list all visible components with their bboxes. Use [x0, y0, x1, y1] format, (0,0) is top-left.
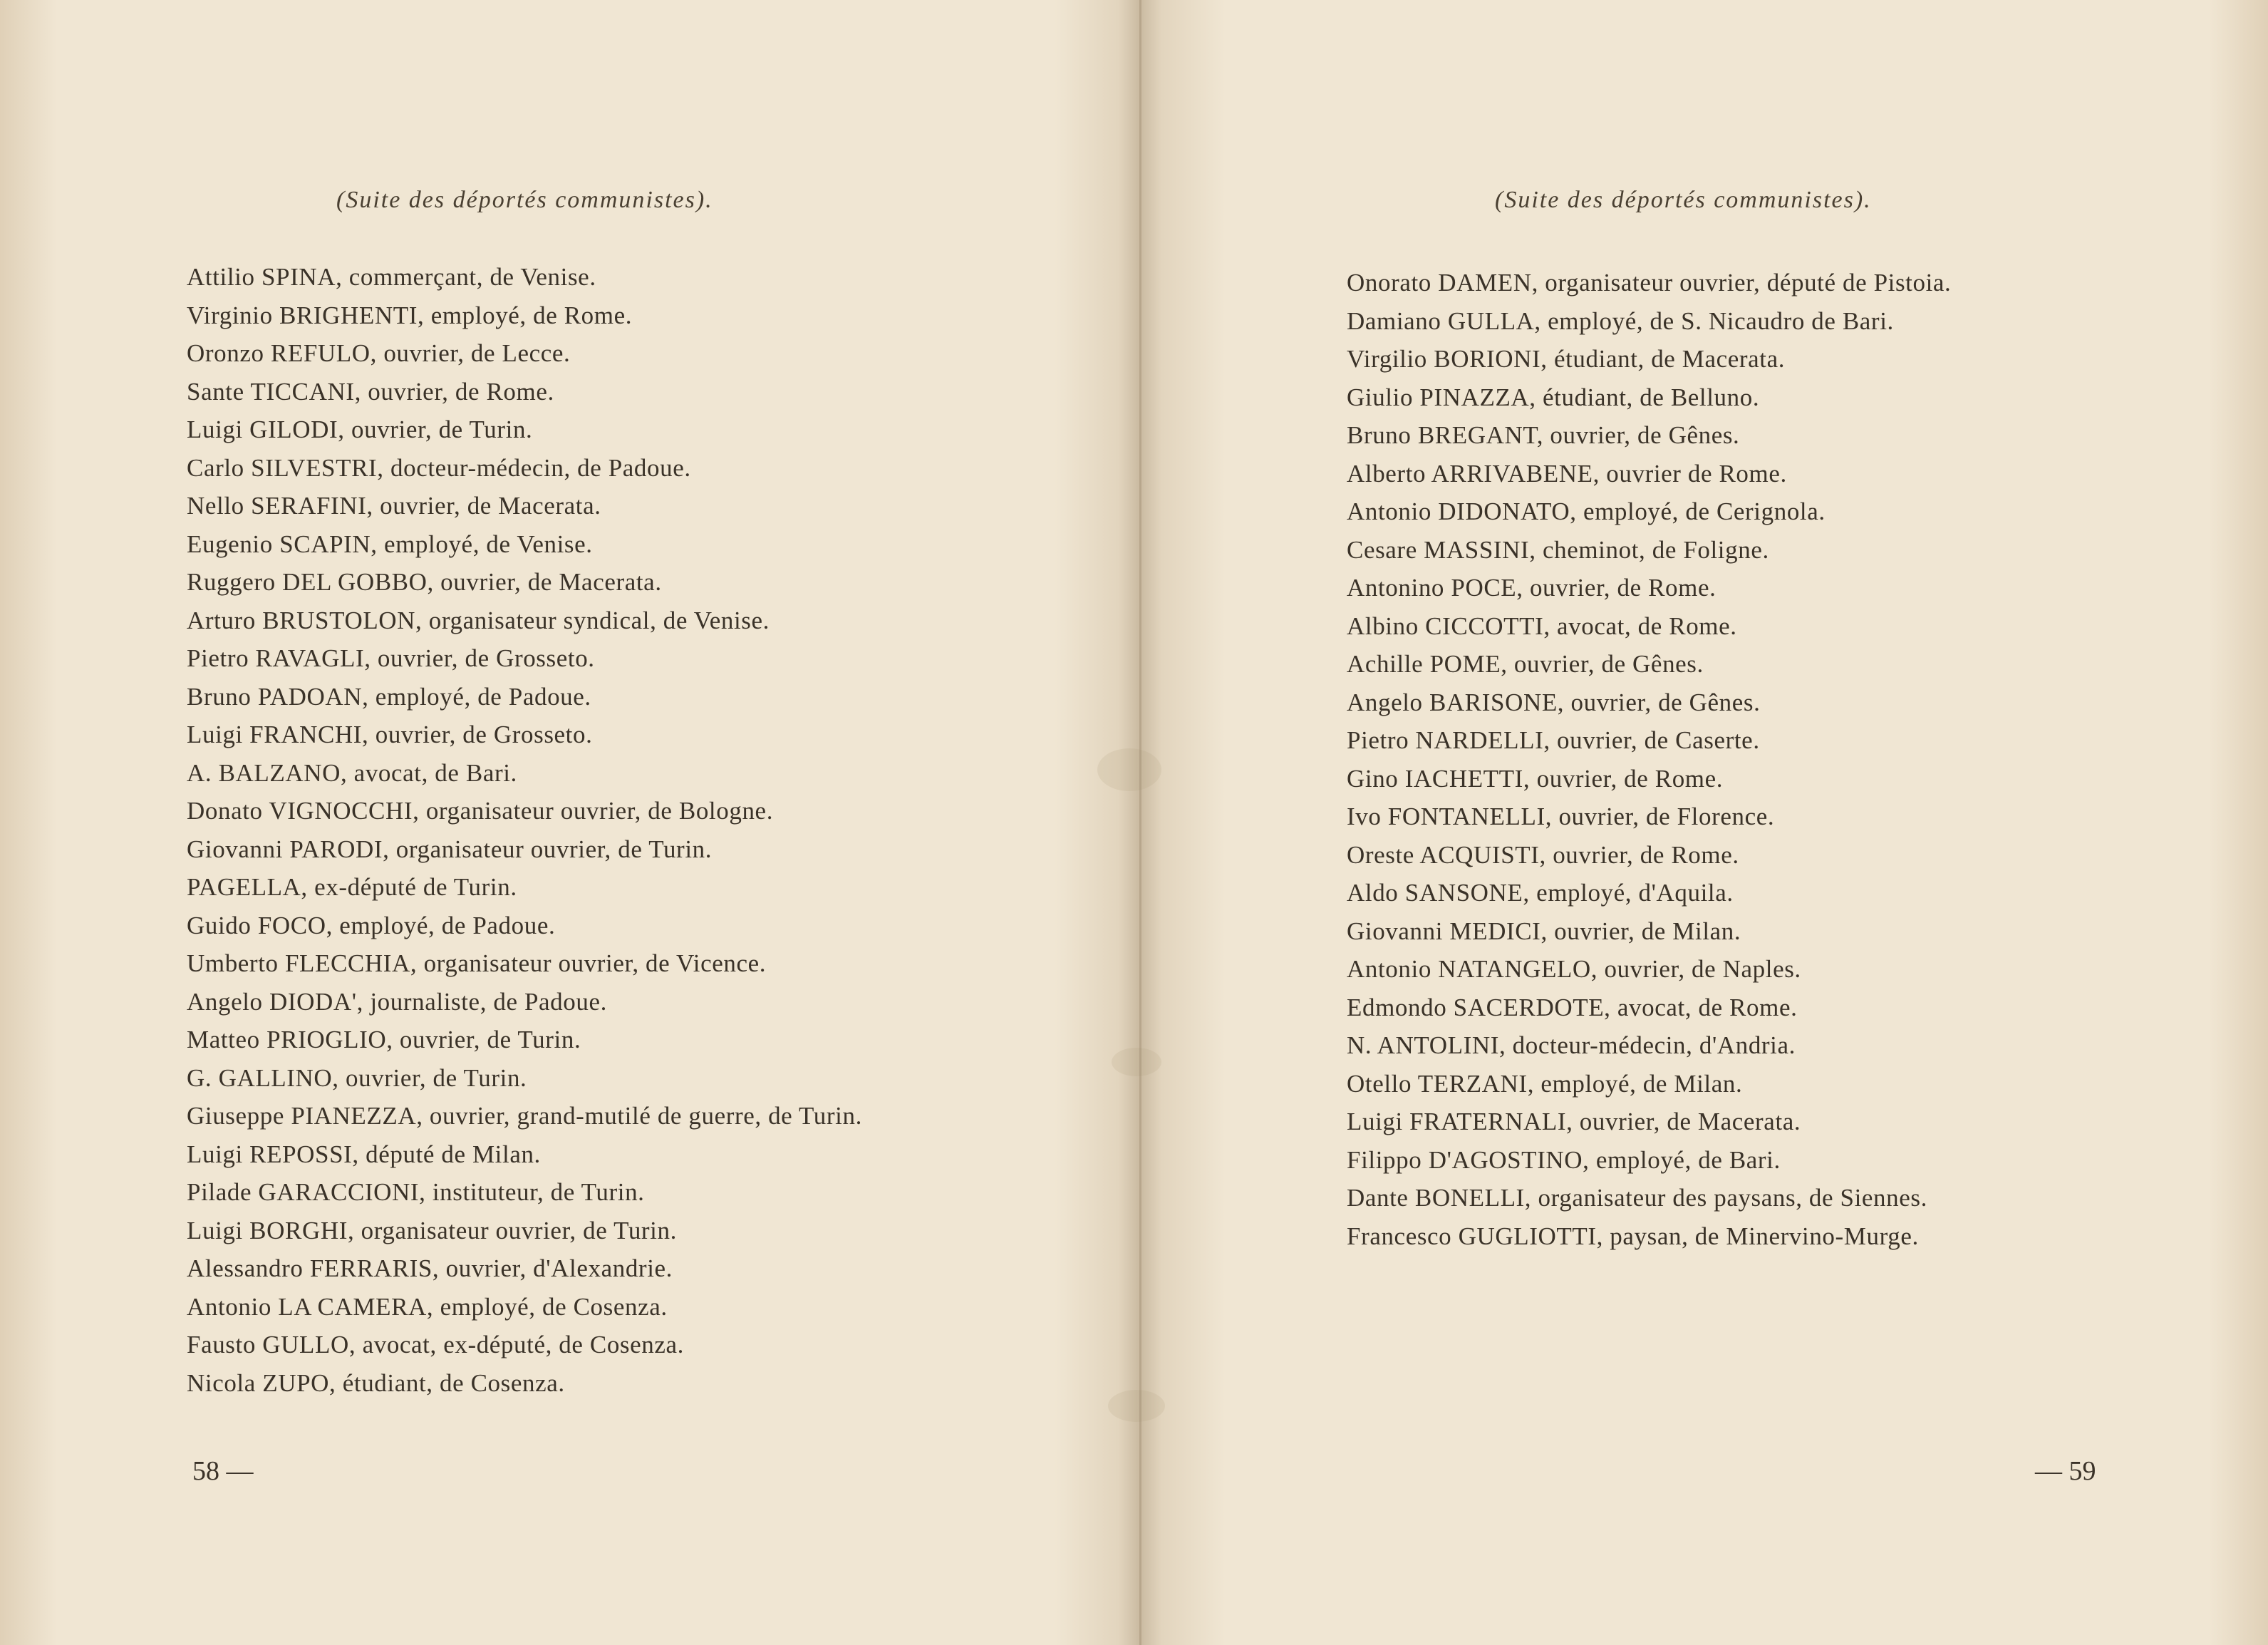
list-item: Luigi BORGHI, organisateur ouvrier, de Turin.: [187, 1216, 677, 1244]
list-item: Pietro RAVAGLI, ouvrier, de Grosseto.: [187, 644, 595, 672]
list-item: Edmondo SACERDOTE, avocat, de Rome.: [1347, 993, 1798, 1021]
list-item: Guido FOCO, employé, de Padoue.: [187, 911, 556, 939]
list-item: Luigi REPOSSI, député de Milan.: [187, 1140, 541, 1168]
list-item: Ruggero DEL GOBBO, ouvrier, de Macerata.: [187, 568, 662, 596]
page-number: 58 —: [192, 1456, 254, 1486]
list-item: Damiano GULLA, employé, de S. Nicaudro de Bari.: [1347, 306, 1894, 335]
list-item: Matteo PRIOGLIO, ouvrier, de Turin.: [187, 1026, 581, 1053]
list-item: Umberto FLECCHIA, organisateur ouvrier, de Vicence.: [187, 949, 767, 977]
entry-list: [1347, 264, 2116, 1255]
list-item: Virginio BRIGHENTI, employé, de Rome.: [187, 301, 633, 329]
list-item: Alessandro FERRARIS, ouvrier, d'Alexandrie.: [187, 1254, 673, 1282]
list-item: Luigi FRANCHI, ouvrier, de Grosseto.: [187, 721, 593, 748]
list-item: Nicola ZUPO, étudiant, de Cosenza.: [187, 1368, 565, 1397]
list-item: N. ANTOLINI, docteur-médecin, d'Andria.: [1347, 1031, 1796, 1059]
entry-list: [187, 258, 978, 1402]
list-item: Angelo BARISONE, ouvrier, de Gênes.: [1347, 688, 1761, 716]
list-item: Aldo SANSONE, employé, d'Aquila.: [1347, 879, 1734, 907]
list-item: Eugenio SCAPIN, employé, de Venise.: [187, 530, 593, 558]
list-item: Nello SERAFINI, ouvrier, de Macerata.: [187, 492, 601, 520]
list-item: Luigi GILODI, ouvrier, de Turin.: [187, 416, 533, 443]
list-item: Carlo SILVESTRI, docteur-médecin, de Padoue.: [187, 453, 691, 482]
list-item: Oreste ACQUISTI, ouvrier, de Rome.: [1347, 840, 1739, 869]
list-item: Antonino POCE, ouvrier, de Rome.: [1347, 574, 1716, 602]
list-item: Otello TERZANI, employé, de Milan.: [1347, 1069, 1743, 1098]
list-item: Pilade GARACCIONI, instituteur, de Turin.: [187, 1178, 645, 1206]
list-item: Antonio LA CAMERA, employé, de Cosenza.: [187, 1292, 668, 1321]
list-item: Arturo BRUSTOLON, organisateur syndical, de Venise.: [187, 606, 770, 634]
page-header: (Suite des déportés communistes).: [336, 187, 713, 213]
list-item: Antonio DIDONATO, employé, de Cerignola.: [1347, 497, 1826, 525]
list-item: Francesco GUGLIOTTI, paysan, de Minervino-Murge.: [1347, 1222, 1919, 1250]
list-item: Attilio SPINA, commerçant, de Venise.: [187, 263, 596, 291]
list-item: Giulio PINAZZA, étudiant, de Belluno.: [1347, 383, 1760, 411]
list-item: Luigi FRATERNALI, ouvrier, de Macerata.: [1347, 1108, 1801, 1135]
list-item: Cesare MASSINI, cheminot, de Foligne.: [1347, 535, 1769, 564]
list-item: Fausto GULLO, avocat, ex-député, de Cosenza.: [187, 1331, 684, 1358]
list-item: Giovanni PARODI, organisateur ouvrier, de Turin.: [187, 835, 713, 863]
right-page: [1143, 0, 2268, 1645]
list-item: A. BALZANO, avocat, de Bari.: [187, 758, 517, 787]
list-item: Filippo D'AGOSTINO, employé, de Bari.: [1347, 1145, 1781, 1174]
list-item: Onorato DAMEN, organisateur ouvrier, député de Pistoia.: [1347, 269, 1952, 296]
list-item: Angelo DIODA', journaliste, de Padoue.: [187, 987, 607, 1016]
list-item: Oronzo REFULO, ouvrier, de Lecce.: [187, 339, 571, 367]
list-item: Gino IACHETTI, ouvrier, de Rome.: [1347, 764, 1724, 793]
book-fold: [1139, 0, 1141, 1645]
list-item: Albino CICCOTTI, avocat, de Rome.: [1347, 612, 1737, 640]
list-item: Antonio NATANGELO, ouvrier, de Naples.: [1347, 955, 1801, 983]
list-item: Bruno PADOAN, employé, de Padoue.: [187, 682, 591, 711]
list-item: Sante TICCANI, ouvrier, de Rome.: [187, 377, 554, 406]
list-item: Donato VIGNOCCHI, organisateur ouvrier, de Bologne.: [187, 797, 774, 825]
list-item: PAGELLA, ex-député de Turin.: [187, 873, 517, 901]
list-item: Alberto ARRIVABENE, ouvrier de Rome.: [1347, 459, 1787, 488]
list-item: Giuseppe PIANEZZA, ouvrier, grand-mutilé de guerre, de Turin.: [187, 1102, 862, 1130]
list-item: Virgilio BORIONI, étudiant, de Macerata.: [1347, 345, 1786, 373]
list-item: Bruno BREGANT, ouvrier, de Gênes.: [1347, 421, 1740, 449]
left-page: [0, 0, 1133, 1645]
list-item: Achille POME, ouvrier, de Gênes.: [1347, 650, 1704, 678]
page-header: (Suite des déportés communistes).: [1495, 187, 1872, 213]
list-item: G. GALLINO, ouvrier, de Turin.: [187, 1063, 527, 1092]
list-item: Ivo FONTANELLI, ouvrier, de Florence.: [1347, 803, 1775, 830]
list-item: Giovanni MEDICI, ouvrier, de Milan.: [1347, 917, 1741, 945]
page-number: — 59: [2035, 1456, 2096, 1486]
list-item: Dante BONELLI, organisateur des paysans, de Siennes.: [1347, 1184, 1927, 1212]
list-item: Pietro NARDELLI, ouvrier, de Caserte.: [1347, 726, 1760, 754]
